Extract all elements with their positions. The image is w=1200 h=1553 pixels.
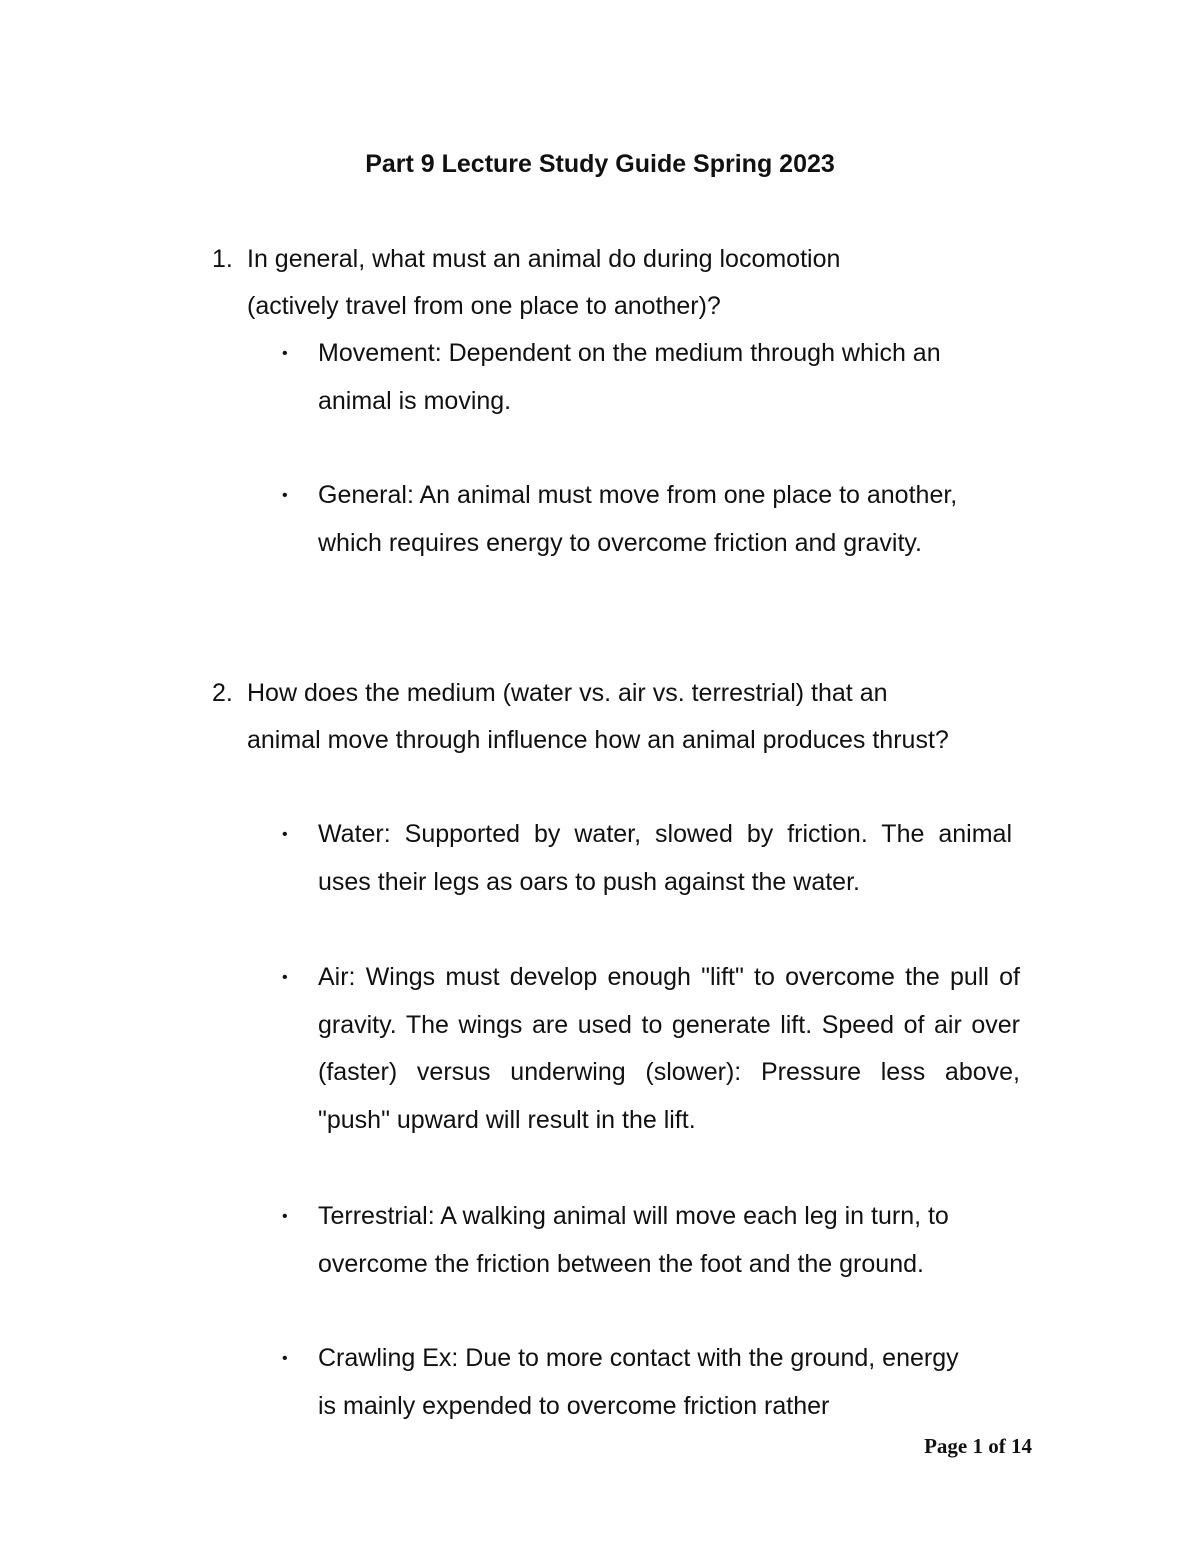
question-1 (212, 236, 1012, 330)
bullet-icon: • (282, 1350, 288, 1367)
bullet-text: Water: Supported by water, slowed by friction. The animal uses their legs as oars to push against the water. (318, 820, 1012, 896)
question-2 (212, 670, 1012, 764)
bullet-text: Terrestrial: A walking animal will move each leg in turn, to overcome the friction between the foot and the ground. (318, 1202, 949, 1278)
bullet-text: Movement: Dependent on the medium through which an animal is moving. (318, 339, 941, 415)
question-number: 2. (212, 679, 233, 707)
page-number: Page 1 of 14 (924, 1434, 1032, 1458)
question-number: 1. (212, 245, 233, 273)
bullet-text: Crawling Ex: Due to more contact with the ground, energy is mainly expended to overcome friction rather (318, 1344, 959, 1420)
question-text: How does the medium (water vs. air vs. terrestrial) that an animal move through influence how an animal produces thrust? (247, 679, 949, 754)
bullet-item (282, 472, 1012, 567)
bullet-item (282, 954, 1022, 1144)
bullet-icon: • (282, 345, 288, 362)
bullet-item (282, 1193, 1012, 1288)
bullet-item (282, 330, 1012, 425)
bullet-icon: • (282, 969, 288, 986)
bullet-text: Air: Wings must develop enough "lift" to overcome the pull of gravity. The wings are used to generate lift. Speed of air over (faster) versus underwing (slower): Pressure less above, "push" upward will result in the lift. (318, 963, 1020, 1134)
bullet-item (282, 1335, 1012, 1430)
question-text: In general, what must an animal do during locomotion (actively travel from one place to another)? (247, 245, 841, 320)
bullet-item (282, 811, 1022, 906)
page-title: Part 9 Lecture Study Guide Spring 2023 (365, 150, 835, 178)
bullet-icon: • (282, 487, 288, 504)
bullet-text: General: An animal must move from one place to another, which requires energy to overcome friction and gravity. (318, 481, 958, 557)
bullet-icon: • (282, 1208, 288, 1225)
bullet-icon: • (282, 826, 288, 843)
